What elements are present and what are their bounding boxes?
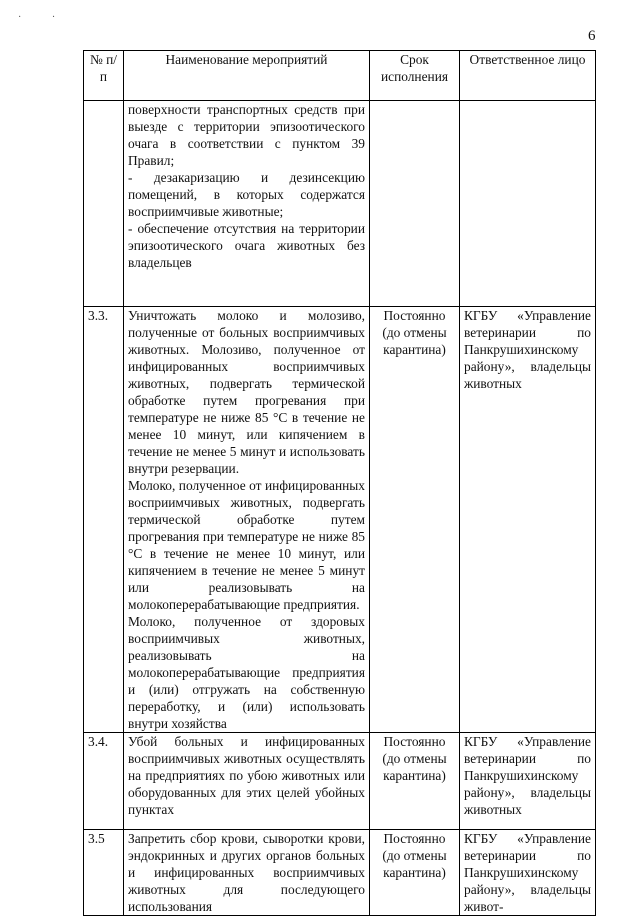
- row-responsible: [460, 101, 596, 307]
- row-responsible: КГБУ «Управление ветеринарии по Панкрушихинскому району», владельцы животных: [460, 733, 596, 830]
- row-text: Запретить сбор крови, сыворотки крови, эндокринных и других органов больных и инфицированных восприимчивых животных для последующего использования: [124, 830, 370, 916]
- measures-table: [83, 50, 596, 916]
- row-text: Убой больных и инфицированных восприимчивых животных осуществлять на предприятиях по убою животных или оборудованных для этих целей убойных пунктах: [124, 733, 370, 830]
- table-row: [84, 307, 596, 733]
- header-name: Наименование мероприятий: [124, 51, 370, 101]
- scan-specks: · ·: [18, 12, 70, 23]
- row-term: Постоянно (до отмены карантина): [370, 307, 460, 733]
- row-text: Уничтожать молоко и молозиво, полученные от больных восприимчивых животных. Молозиво, полученное от инфицированных восприимчивых животных, подвергать термической обработке путем прогревания при температуре не ниже 85 °С в течение не менее 10 минут, или кипячением в течение не менее 5 минут и использовать внутри резервации. Молоко, полученное от инфицированных восприимчивых животных, подвергать термической обработке путем прогревания при температуре не ниже 85 °С в течение не менее 10 минут, или кипячением в течение не менее 5 минут или реализовывать на молокоперерабатывающие предприятия. Молоко, полученное от здоровых восприимчивых животных, реализовывать на молокоперерабатывающие предприятия и (или) отгружать на собственную переработку, и (или) использовать внутри хозяйства: [124, 307, 370, 733]
- row-term: Постоянно (до отмены карантина): [370, 733, 460, 830]
- row-num: [84, 101, 124, 307]
- header-num: № п/п: [84, 51, 124, 101]
- header-responsible: Ответственное лицо: [460, 51, 596, 101]
- table-row: [84, 733, 596, 830]
- table-row: [84, 830, 596, 916]
- header-term: Срок исполнения: [370, 51, 460, 101]
- row-responsible: КГБУ «Управление ветеринарии по Панкрушихинскому району», владельцы живот-: [460, 830, 596, 916]
- row-num: 3.4.: [84, 733, 124, 830]
- row-text: поверхности транспортных средств при выезде с территории эпизоотического очага в соответствии с пунктом 39 Правил; - дезакаризацию и дезинсекцию помещений, в которых содержатся восприимчивые животные; - обеспечение отсутствия на территории эпизоотического очага животных без владельцев: [124, 101, 370, 307]
- row-term: [370, 101, 460, 307]
- row-num: 3.3.: [84, 307, 124, 733]
- row-num: 3.5: [84, 830, 124, 916]
- row-term: Постоянно (до отмены карантина): [370, 830, 460, 916]
- table-header-row: [84, 51, 596, 101]
- table-row: [84, 101, 596, 307]
- page-number: 6: [588, 28, 596, 44]
- row-responsible: КГБУ «Управление ветеринарии по Панкрушихинскому району», владельцы животных: [460, 307, 596, 733]
